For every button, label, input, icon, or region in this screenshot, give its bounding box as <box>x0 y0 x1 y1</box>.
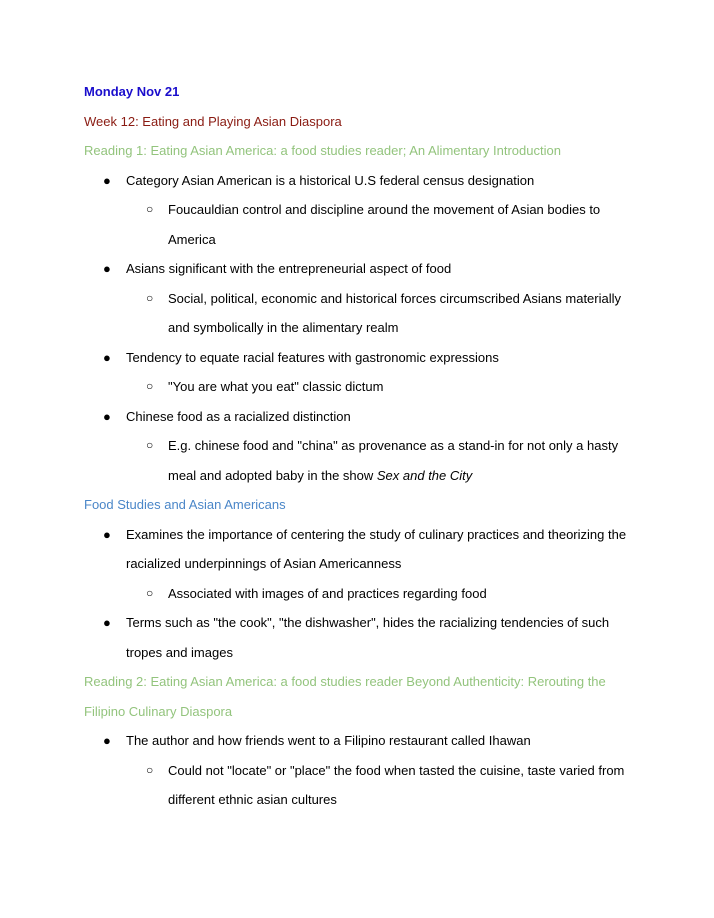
reading2-title: Reading 2: Eating Asian America: a food studies reader Beyond Authenticity: Rerouting the Filipino Culinary Diaspora <box>84 674 606 719</box>
document-body <box>84 77 644 815</box>
list-item-text: Could not "locate" or "place" the food when tasted the cuisine, taste varied from different ethnic asian cultures <box>168 762 625 807</box>
list-item-text: Chinese food as a racialized distinction <box>126 408 351 424</box>
list-item <box>84 579 644 609</box>
bullet-marker: ● <box>103 349 111 365</box>
reading1-list <box>84 166 644 491</box>
sub-bullet-marker: ○ <box>146 438 154 452</box>
sub-bullet-marker: ○ <box>146 290 154 305</box>
bullet-marker: ● <box>103 526 111 542</box>
bullet-marker: ● <box>103 733 111 748</box>
list-item-text: Asians significant with the entrepreneurial aspect of food <box>126 261 452 276</box>
list-item <box>84 402 644 432</box>
list-item-text: Associated with images of and practices regarding food <box>168 585 487 601</box>
list-item-text: Terms such as "the cook", "the dishwasher", hides the racializing tendencies of such tropes and images <box>126 615 610 660</box>
list-item-text: The author and how friends went to a Filipino restaurant called Ihawan <box>126 733 531 748</box>
reading2-list <box>84 726 644 815</box>
show-title: Sex and the City <box>376 467 473 483</box>
list-item <box>84 431 644 490</box>
date-heading: Monday Nov 21 <box>84 84 180 99</box>
list-item <box>84 520 644 579</box>
bullet-marker: ● <box>103 172 111 188</box>
sub-bullet-marker: ○ <box>146 762 154 777</box>
list-item <box>84 166 644 196</box>
list-item <box>84 726 644 756</box>
sub-bullet-marker: ○ <box>146 379 154 393</box>
list-item <box>84 195 644 254</box>
bullet-marker: ● <box>103 261 111 276</box>
list-item <box>84 608 644 667</box>
food-studies-list <box>84 520 644 668</box>
list-item <box>84 254 644 284</box>
bullet-marker: ● <box>103 408 111 424</box>
bullet-marker: ● <box>103 615 111 630</box>
list-item-text: Social, political, economic and historical forces circumscribed Asians materially and symbolically in the alimentary realm <box>168 290 622 335</box>
list-item <box>84 756 644 815</box>
reading1-title: Reading 1: Eating Asian America: a food studies reader; An Alimentary Introduction <box>84 143 561 158</box>
list-item <box>84 284 644 343</box>
list-item-text: E.g. chinese food and "china" as provenance as a stand-in for not only a hasty meal and adopted baby in the show <box>168 438 619 483</box>
list-item-text: "You are what you eat" classic dictum <box>168 379 384 394</box>
list-item <box>84 372 644 402</box>
list-item-text: Examines the importance of centering the study of culinary practices and theorizing the racialized underpinnings of Asian Americanness <box>126 526 627 571</box>
list-item <box>84 343 644 373</box>
list-item-text: Tendency to equate racial features with gastronomic expressions <box>126 349 499 365</box>
list-item-text: Category Asian American is a historical U.S federal census designation <box>126 172 535 188</box>
sub-bullet-marker: ○ <box>146 202 154 216</box>
food-studies-title: Food Studies and Asian Americans <box>84 497 286 512</box>
sub-bullet-marker: ○ <box>146 585 154 600</box>
list-item-text: Foucauldian control and discipline around the movement of Asian bodies to America <box>168 202 601 247</box>
week-title: Week 12: Eating and Playing Asian Diaspora <box>84 113 342 129</box>
